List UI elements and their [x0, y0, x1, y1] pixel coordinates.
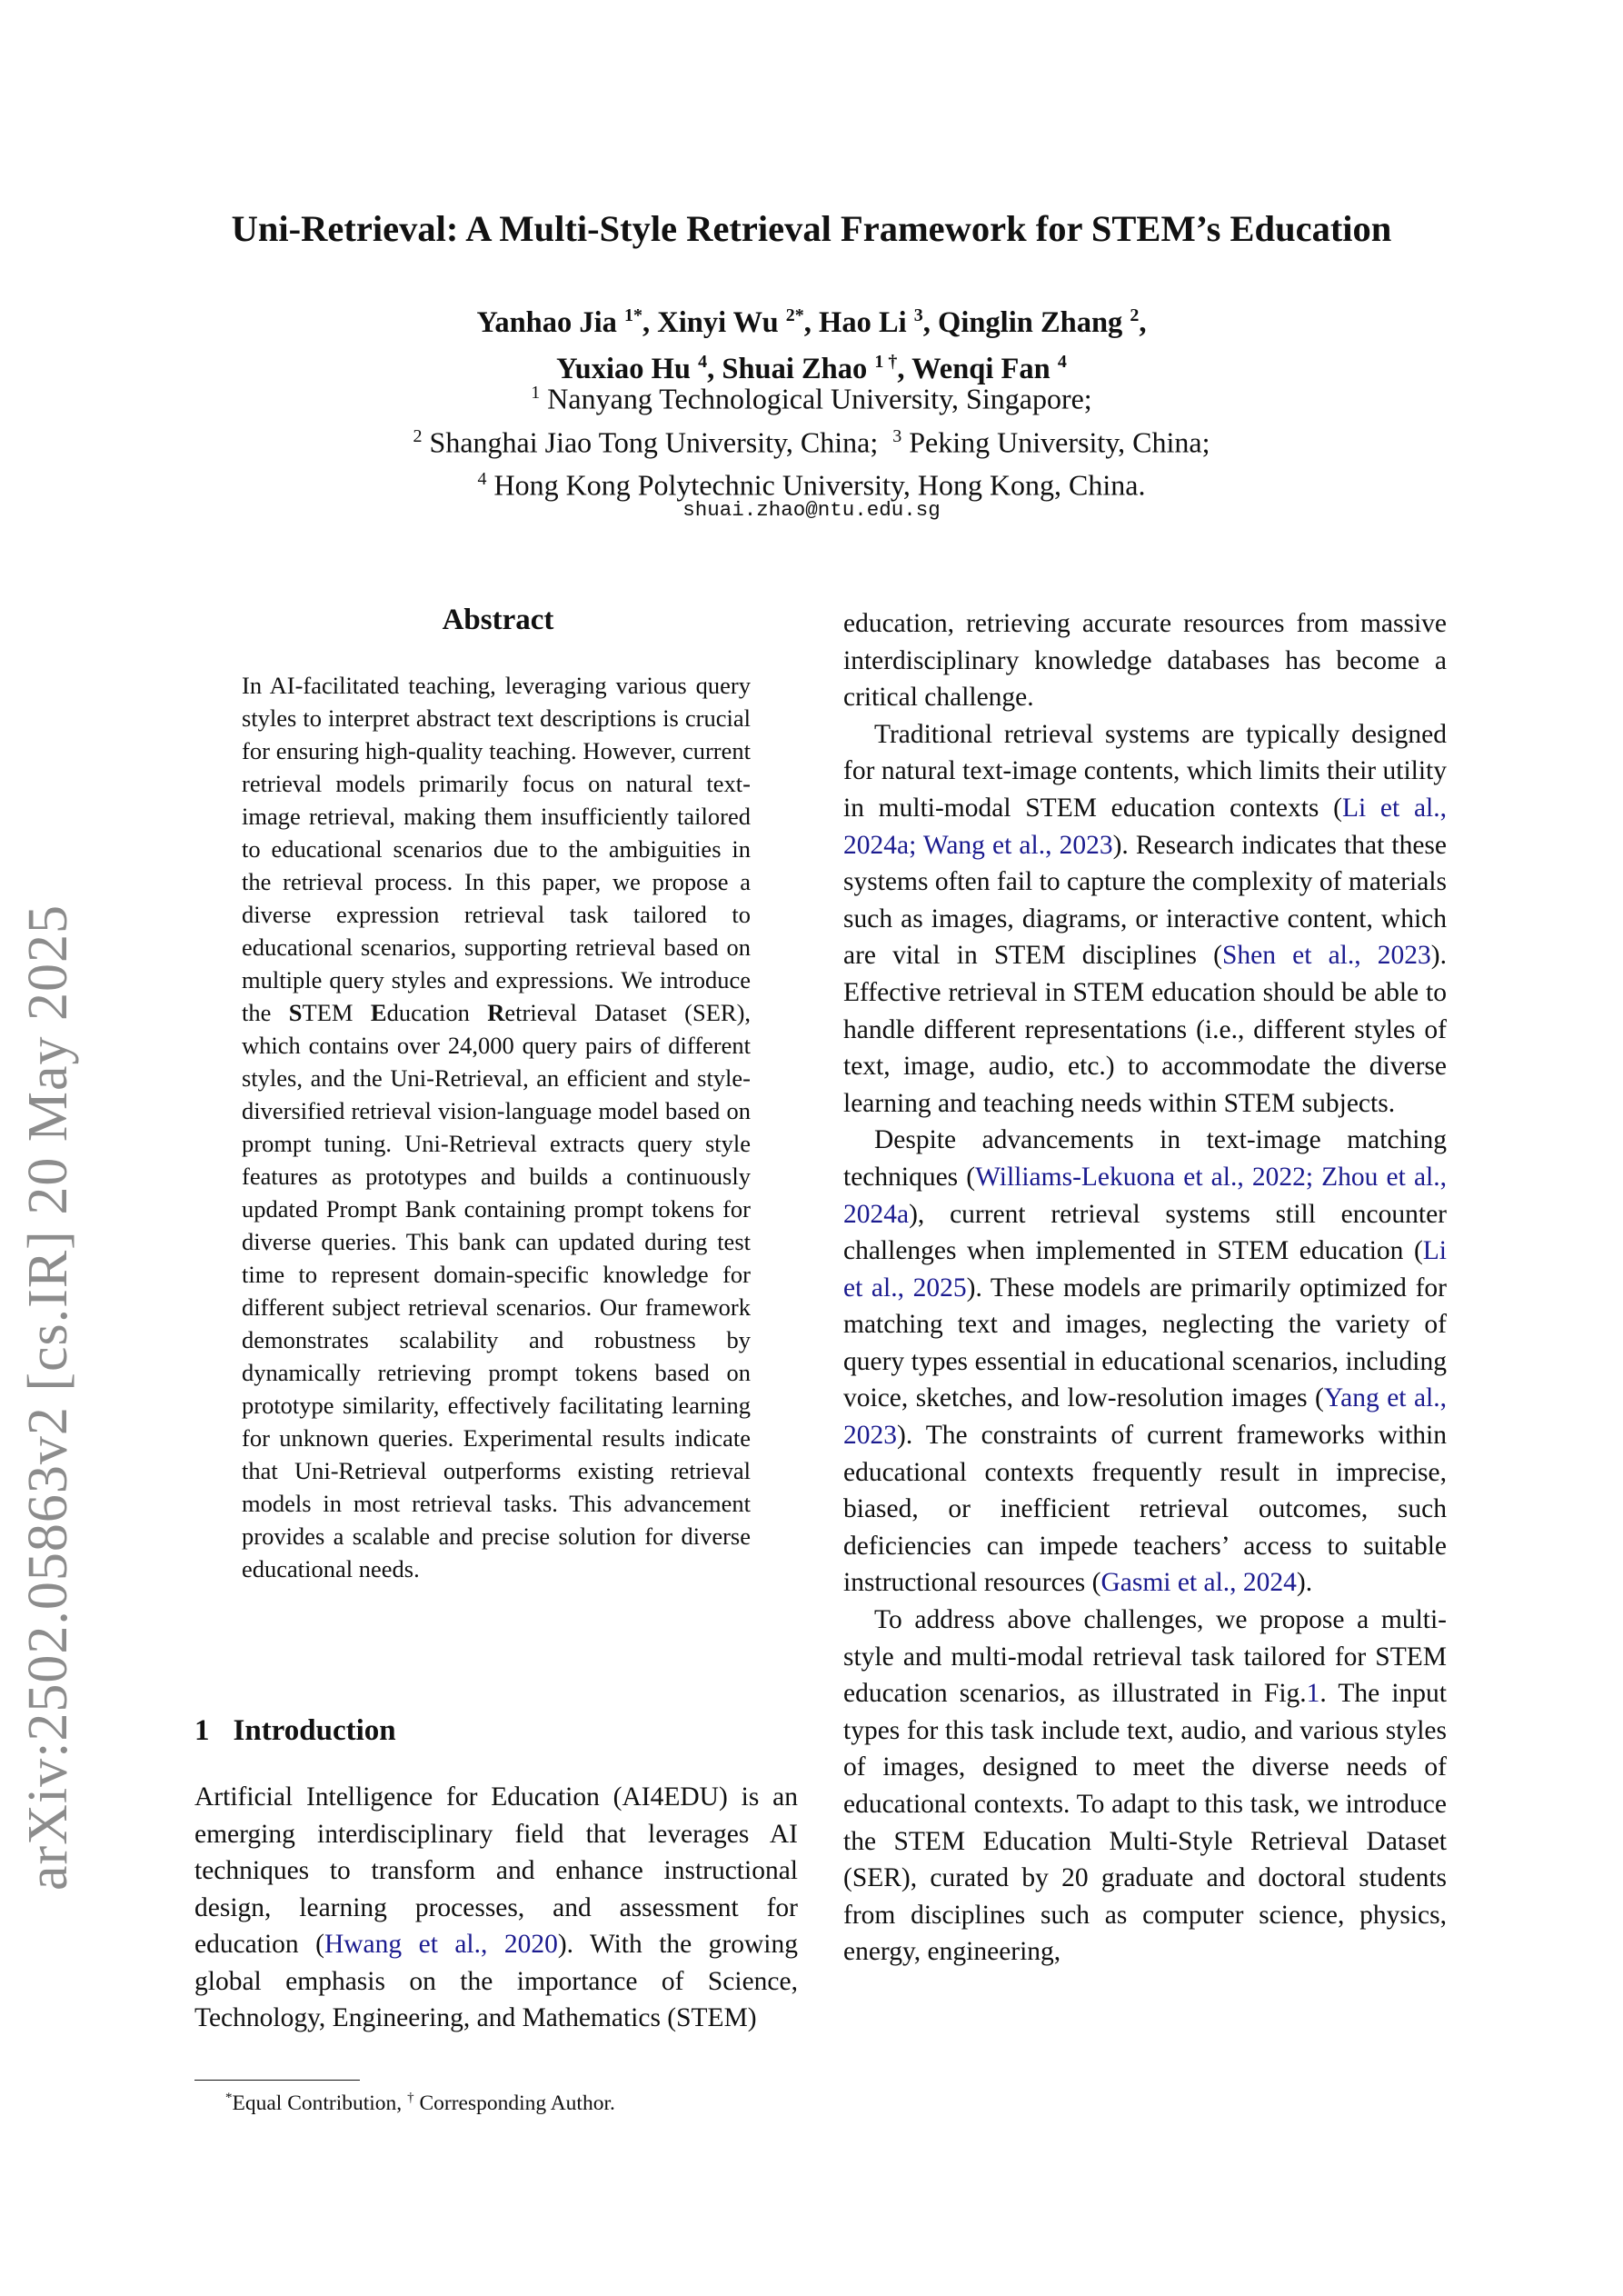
intro-paragraph-3: [843, 1122, 1447, 1602]
affiliation-text: Nanyang Technological University, Singapore;: [547, 382, 1092, 415]
intro-paragraph-2: [843, 716, 1447, 1123]
paragraph-text: To address above challenges, we propose a multi-style and multi-modal retrieval task tailored for STEM education scenarios, as illustrated in Fig.: [843, 1605, 1447, 1709]
paragraph-text: ). These models are primarily optimized for matching text and images, neglecting the variety of query types essential in educational scenarios, including voice, sketches, and low-resolution images (: [843, 1273, 1447, 1413]
author-name: Yuxiao Hu: [556, 352, 691, 385]
paragraph-text: ). Research indicates that these systems often fail to capture the complexity of materials such as images, diagrams, or interactive content, which are vital in STEM disciplines (: [843, 830, 1447, 971]
section-number: 1: [194, 1714, 210, 1747]
citation-link[interactable]: Hwang et al., 2020: [324, 1930, 558, 1959]
citation-link[interactable]: Shen et al., 2023: [1221, 941, 1431, 971]
acronym-letter: R: [487, 999, 505, 1026]
footnote-mark: *: [225, 2091, 233, 2105]
abstract-text: ducation: [386, 999, 488, 1026]
footnote: [225, 2091, 615, 2116]
author-mark: 4: [698, 351, 708, 372]
acronym-letter: S: [288, 999, 303, 1026]
paper-title: Uni-Retrieval: A Multi-Style Retrieval Framework for STEM’s Education: [231, 208, 1392, 249]
author-name: Shuai Zhao: [722, 352, 868, 385]
footnote-text: Equal Contribution,: [232, 2091, 408, 2115]
affiliation-line: [0, 374, 1623, 418]
intro-paragraph-4: [843, 1602, 1447, 1971]
author-mark: 2*: [785, 305, 804, 325]
citation-link[interactable]: Li et al., 2024a; Wang et al., 2023: [843, 793, 1447, 860]
affiliation-line: [0, 418, 1623, 462]
citation-link[interactable]: Li et al., 2025: [843, 1236, 1447, 1303]
paragraph-text: ), current retrieval systems still encounter challenges when implemented in STEM education (: [843, 1199, 1447, 1266]
abstract-text: etrieval Dataset (SER), which contains over 24,000 query pairs of different styles, and the Uni-Retrieval, an efficient and style-diversified retrieval vision-language model based on prompt tuning. Uni-Retrieval extracts query style features as prototypes and builds a continuously updated Prompt Bank containing prompt tokens for diverse queries. This bank can updated during test time to represent domain-specific knowledge for different subject retrieval scenarios. Our framework demonstrates scalability and robustness by dynamically retrieving prompt tokens based on prototype similarity, effectively facilitating learning for unknown queries. Experimental results indicate that Uni-Retrieval outperforms existing retrieval models in most retrieval tasks. This advancement provides a scalable and precise solution for diverse educational needs.: [242, 999, 752, 1582]
affiliation-mark: 2: [413, 425, 423, 446]
affiliation-mark: 3: [892, 425, 902, 446]
affiliation-text: Shanghai Jiao Tong University, China;: [429, 425, 879, 459]
footnote-text: Corresponding Author.: [413, 2091, 615, 2115]
citation-link[interactable]: Williams-Lekuona et al., 2022; Zhou et al., 2024a: [843, 1162, 1447, 1229]
author-list: Yanhao Jia $^{1*}$, Xinyi Wu $^{2*}$, Hao Li $^3$, Qinglin Zhang $^2$, Yuxiao Hu $^4$, Shuai Zhao $^{1 \dagger}$, Wenqi Fan $^4$: [476, 305, 1147, 385]
arxiv-identifier: arXiv:2502.05863v2 [cs.IR] 20 May 2025: [17, 904, 79, 1891]
author-name: Yanhao Jia: [476, 305, 617, 339]
author-mark: 2: [1130, 305, 1140, 325]
abstract-heading: Abstract: [442, 604, 554, 636]
author-mark: 3: [913, 305, 923, 325]
author-mark: 1 †: [874, 351, 898, 372]
affiliation-list: [0, 374, 1623, 504]
citation-link[interactable]: Gasmi et al., 2024: [1100, 1568, 1297, 1598]
figure-ref-link[interactable]: 1: [1306, 1679, 1320, 1709]
paragraph-text: ). Effective retrieval in STEM education should be able to handle different representations (i.e., different styles of text, image, audio, etc.) to accommodate the diverse learning and teaching needs within STEM subjects.: [843, 941, 1447, 1118]
section-title: Introduction: [233, 1714, 396, 1747]
paragraph-text: . The input types for this task include text, audio, and various styles of images, designed to meet the diverse needs of educational contexts. To adapt to this task, we introduce the STEM Education Multi-Style Retrieval Dataset (SER), curated by 20 graduate and doctoral students from disciplines such as computer science, physics, energy, engineering,: [843, 1679, 1447, 1967]
author-name: Qinglin Zhang: [938, 305, 1123, 339]
abstract-text: In AI-facilitated teaching, leveraging various query styles to interpret abstract text descriptions is crucial for ensuring high-quality teaching. However, current retrieval models primarily focus on natural text-image retrieval, making them insufficiently tailored to educational scenarios due to the ambiguities in the retrieval process. In this paper, we propose a diverse expression retrieval task tailored to educational scenarios, supporting retrieval based on multiple query styles and expressions. We introduce the: [242, 672, 751, 1026]
abstract-body: [242, 669, 751, 1585]
paragraph-text: ). With the growing global emphasis on the importance of Science, Technology, Engineering, and Mathematics (STEM): [194, 1930, 799, 2032]
affiliation-mark: 4: [477, 469, 487, 490]
author-name: Hao Li: [819, 305, 907, 339]
paragraph-text: education, retrieving accurate resources from massive interdisciplinary knowledge databases has become a critical challenge.: [843, 609, 1447, 713]
paragraph-text: Artificial Intelligence for Education (AI4EDU) is an emerging interdisciplinary field that leverages AI techniques to transform and enhance instructional design, learning processes, and assessment for education (: [194, 1782, 798, 1959]
citation-link[interactable]: Yang et al., 2023: [843, 1383, 1447, 1451]
section-heading-introduction: [194, 1714, 396, 1748]
affiliation-text: Peking University, China;: [909, 425, 1210, 459]
author-mark: 4: [1057, 351, 1067, 372]
author-name: Wenqi Fan: [911, 352, 1050, 385]
author-mark: 1*: [624, 305, 643, 325]
contact-email[interactable]: shuai.zhao@ntu.edu.sg: [682, 498, 941, 522]
paragraph-text: ).: [1296, 1568, 1313, 1598]
right-column: [843, 605, 1447, 1971]
footnote-rule: [194, 2080, 360, 2081]
abstract-text: TEM: [302, 999, 371, 1026]
paragraph-text: Despite advancements in text-image matching techniques (: [843, 1125, 1447, 1192]
affiliation-mark: 1: [531, 383, 541, 403]
affiliation-text: Hong Kong Polytechnic University, Hong Kong, China.: [493, 468, 1146, 502]
intro-paragraph-1-end: [843, 605, 1447, 716]
acronym-letter: E: [370, 999, 387, 1026]
paragraph-text: Traditional retrieval systems are typically designed for natural text-image contents, which limits their utility in multi-modal STEM education contexts (: [843, 719, 1447, 823]
footnote-mark: †: [407, 2091, 414, 2105]
paragraph-text: ). The constraints of current frameworks within educational contexts frequently result in imprecise, biased, or inefficient retrieval outcomes, such deficiencies can impede teachers’ access to suitable instructional resources (: [843, 1421, 1447, 1598]
author-name: Xinyi Wu: [657, 305, 779, 339]
intro-paragraph-1-start: [194, 1779, 798, 2037]
